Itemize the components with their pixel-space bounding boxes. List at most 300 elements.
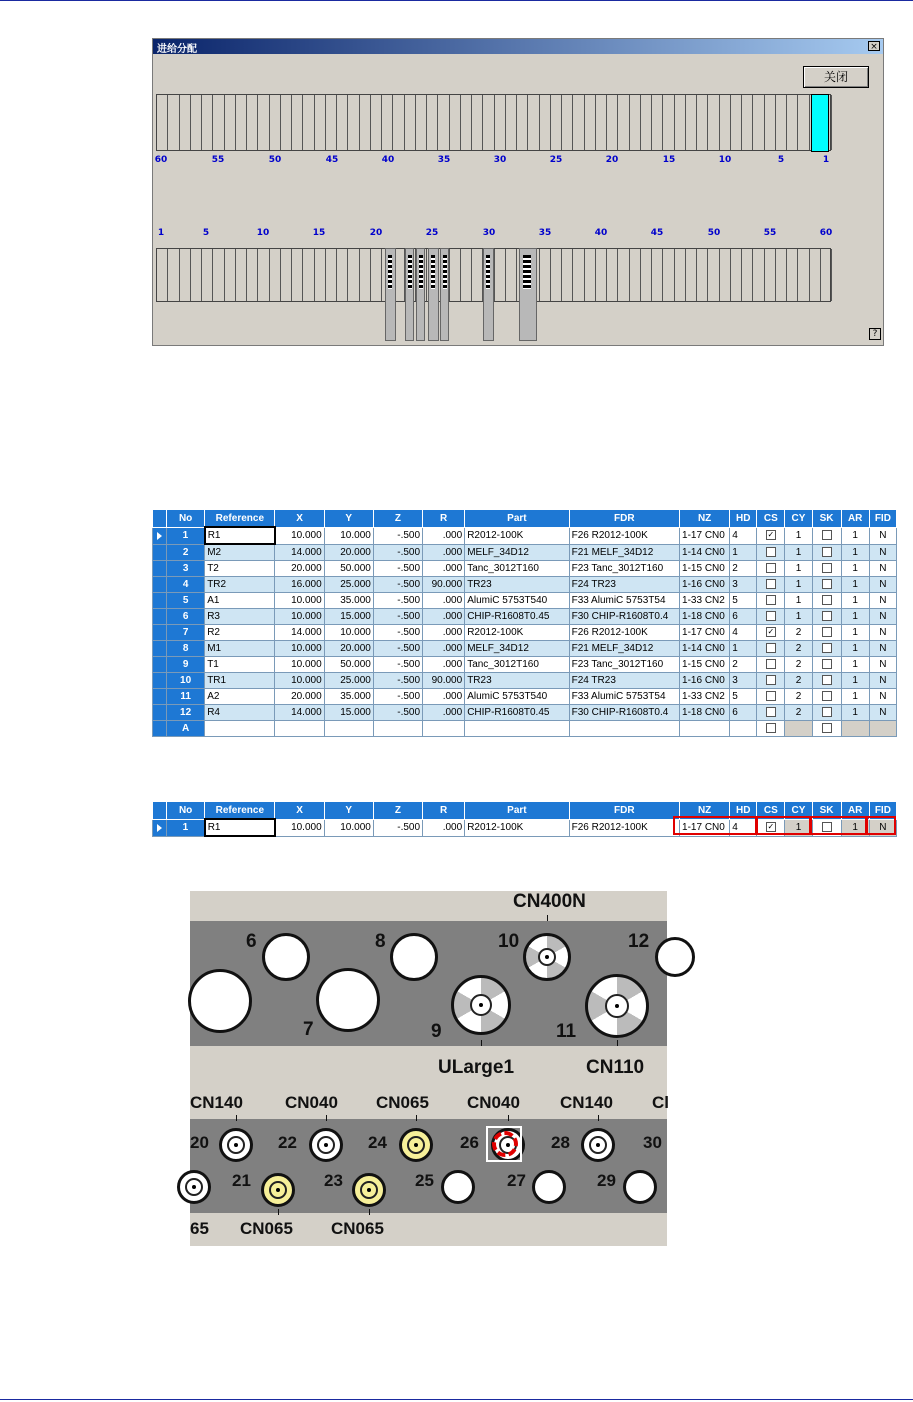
feeder-slot[interactable] bbox=[607, 95, 618, 150]
row-selector[interactable] bbox=[153, 673, 167, 689]
feeder-slot[interactable] bbox=[742, 95, 753, 150]
cs-checkbox[interactable] bbox=[766, 707, 776, 717]
feeder-slot[interactable] bbox=[753, 249, 764, 301]
cell-cy[interactable]: 1 bbox=[785, 577, 812, 593]
feeder-slot[interactable] bbox=[427, 95, 438, 150]
cs-checkbox[interactable] bbox=[766, 579, 776, 589]
sk-checkbox[interactable] bbox=[822, 595, 832, 605]
feeder-slot[interactable] bbox=[360, 95, 371, 150]
feeder-slot[interactable] bbox=[697, 95, 708, 150]
sk-checkbox[interactable] bbox=[822, 707, 832, 717]
col-header-nz[interactable]: NZ bbox=[680, 510, 730, 528]
col-header-cs[interactable]: CS bbox=[757, 802, 785, 820]
cell-z[interactable]: -.500 bbox=[373, 527, 422, 544]
table-row[interactable] bbox=[153, 561, 897, 577]
feeder-slot[interactable] bbox=[641, 95, 652, 150]
cell-y[interactable]: 25.000 bbox=[324, 673, 373, 689]
cell-fdr[interactable]: F21 MELF_34D12 bbox=[569, 641, 679, 657]
feeder-slot[interactable] bbox=[258, 249, 269, 301]
feeder-slot[interactable] bbox=[461, 249, 472, 301]
empty-cell[interactable] bbox=[869, 721, 896, 737]
col-header-fid[interactable]: FID bbox=[869, 510, 896, 528]
cell-z[interactable]: -.500 bbox=[373, 561, 422, 577]
feeder-slot[interactable] bbox=[776, 95, 787, 150]
cell-reference[interactable]: R3 bbox=[205, 609, 275, 625]
cell-cs[interactable] bbox=[757, 544, 785, 561]
cell-part[interactable]: Tanc_3012T160 bbox=[465, 657, 569, 673]
feeder-slot[interactable] bbox=[562, 95, 573, 150]
cell-cy[interactable]: 1 bbox=[785, 819, 812, 836]
col-header-part[interactable]: Part bbox=[465, 802, 569, 820]
cell-cs[interactable] bbox=[757, 657, 785, 673]
nozzle-slot-22[interactable] bbox=[309, 1128, 343, 1162]
col-header-r[interactable]: R bbox=[423, 510, 465, 528]
cell-cs[interactable] bbox=[757, 561, 785, 577]
cell-fdr[interactable]: F24 TR23 bbox=[569, 673, 679, 689]
feeder-slot[interactable] bbox=[281, 95, 292, 150]
sk-checkbox[interactable] bbox=[822, 627, 832, 637]
feeder-slot[interactable] bbox=[236, 95, 247, 150]
cell-y[interactable]: 20.000 bbox=[324, 641, 373, 657]
cell-ar[interactable]: 1 bbox=[841, 527, 869, 544]
feeder-slot[interactable] bbox=[483, 95, 494, 150]
cell-ar[interactable]: 1 bbox=[841, 544, 869, 561]
nozzle-slot-11[interactable] bbox=[585, 974, 649, 1038]
cell-z[interactable]: -.500 bbox=[373, 625, 422, 641]
feeder-slot[interactable] bbox=[495, 249, 506, 301]
cell-sk[interactable] bbox=[812, 641, 841, 657]
feeder-slot[interactable] bbox=[686, 95, 697, 150]
col-header-y[interactable]: Y bbox=[324, 510, 373, 528]
cell-r[interactable]: .000 bbox=[423, 689, 465, 705]
feeder-slot[interactable] bbox=[551, 95, 562, 150]
feeder-slot[interactable] bbox=[708, 249, 719, 301]
feeder-slot[interactable] bbox=[573, 95, 584, 150]
feeder-slot[interactable] bbox=[438, 95, 449, 150]
cell-cy[interactable]: 2 bbox=[785, 641, 812, 657]
cell-z[interactable]: -.500 bbox=[373, 641, 422, 657]
feeder-slot[interactable] bbox=[225, 95, 236, 150]
feeder-slot[interactable] bbox=[517, 95, 528, 150]
feeder-slot[interactable] bbox=[731, 95, 742, 150]
cell-x[interactable]: 16.000 bbox=[275, 577, 324, 593]
cell-x[interactable]: 14.000 bbox=[275, 705, 324, 721]
empty-checkbox-cell[interactable] bbox=[812, 721, 841, 737]
feeder-slot[interactable] bbox=[686, 249, 697, 301]
cell-cs[interactable] bbox=[757, 641, 785, 657]
cell-fid[interactable]: N bbox=[869, 705, 896, 721]
feeder-slot[interactable] bbox=[641, 249, 652, 301]
cell-sk[interactable] bbox=[812, 657, 841, 673]
feeder-slot[interactable] bbox=[798, 249, 809, 301]
feeder-slot[interactable] bbox=[731, 249, 742, 301]
new-row[interactable] bbox=[153, 721, 897, 737]
nozzle-slot-27[interactable] bbox=[532, 1170, 566, 1204]
empty-cell[interactable] bbox=[680, 721, 730, 737]
feeder-slot[interactable] bbox=[270, 249, 281, 301]
feeder-slot[interactable] bbox=[157, 249, 168, 301]
nozzle-slot-19[interactable] bbox=[177, 1170, 211, 1204]
feeder-slot[interactable] bbox=[247, 95, 258, 150]
feeder-slot[interactable] bbox=[405, 95, 416, 150]
cell-sk[interactable] bbox=[812, 705, 841, 721]
col-header-sk[interactable]: SK bbox=[812, 510, 841, 528]
cell-cs[interactable] bbox=[757, 609, 785, 625]
nozzle-slot-8[interactable] bbox=[390, 933, 438, 981]
cell-hd[interactable]: 2 bbox=[730, 657, 757, 673]
cell-fid[interactable]: N bbox=[869, 657, 896, 673]
cell-cy[interactable]: 1 bbox=[785, 593, 812, 609]
cell-part[interactable]: AlumiC 5753T540 bbox=[465, 593, 569, 609]
cell-y[interactable]: 10.000 bbox=[324, 625, 373, 641]
feeder-slot[interactable] bbox=[472, 249, 483, 301]
cell-ar[interactable]: 1 bbox=[841, 689, 869, 705]
col-header-r[interactable]: R bbox=[423, 802, 465, 820]
feeder-slot[interactable] bbox=[765, 95, 776, 150]
cell-sk[interactable] bbox=[812, 673, 841, 689]
feeder-slot[interactable] bbox=[506, 249, 517, 301]
empty-checkbox[interactable] bbox=[766, 723, 776, 733]
feeder-slot[interactable] bbox=[281, 249, 292, 301]
feeder-slot[interactable] bbox=[213, 249, 224, 301]
cell-fid[interactable]: N bbox=[869, 593, 896, 609]
table-row[interactable] bbox=[153, 705, 897, 721]
col-header-cs[interactable]: CS bbox=[757, 510, 785, 528]
sk-checkbox[interactable] bbox=[822, 611, 832, 621]
cell-cy[interactable]: 1 bbox=[785, 544, 812, 561]
row-selector[interactable] bbox=[153, 657, 167, 673]
cell-x[interactable]: 10.000 bbox=[275, 527, 324, 544]
cell-part[interactable]: AlumiC 5753T540 bbox=[465, 689, 569, 705]
cell-r[interactable]: .000 bbox=[423, 705, 465, 721]
cell-fid[interactable]: N bbox=[869, 673, 896, 689]
cell-fdr[interactable]: F26 R2012-100K bbox=[569, 625, 679, 641]
feeder-slot[interactable] bbox=[236, 249, 247, 301]
feeder-slot[interactable] bbox=[225, 249, 236, 301]
cell-hd[interactable]: 4 bbox=[730, 625, 757, 641]
cell-fdr[interactable]: F23 Tanc_3012T160 bbox=[569, 657, 679, 673]
col-header-cy[interactable]: CY bbox=[785, 802, 812, 820]
cell-fdr[interactable]: F26 R2012-100K bbox=[569, 819, 679, 836]
cell-r[interactable]: .000 bbox=[423, 819, 465, 836]
cell-sk[interactable] bbox=[812, 593, 841, 609]
cell-hd[interactable]: 3 bbox=[730, 577, 757, 593]
cell-sk[interactable] bbox=[812, 544, 841, 561]
col-header-ar[interactable]: AR bbox=[841, 510, 869, 528]
cell-fdr[interactable]: F23 Tanc_3012T160 bbox=[569, 561, 679, 577]
nozzle-slot-6[interactable] bbox=[262, 933, 310, 981]
cell-nz[interactable]: 1-17 CN0 bbox=[680, 819, 730, 836]
feeder-slot[interactable] bbox=[450, 249, 461, 301]
table-row[interactable] bbox=[153, 577, 897, 593]
cell-fid[interactable]: N bbox=[869, 819, 896, 836]
nozzle-slot-9[interactable] bbox=[451, 975, 511, 1035]
cell-reference[interactable]: A2 bbox=[205, 689, 275, 705]
feeder-slot[interactable] bbox=[585, 95, 596, 150]
col-header-cy[interactable]: CY bbox=[785, 510, 812, 528]
empty-cell[interactable] bbox=[275, 721, 324, 737]
cell-sk[interactable] bbox=[812, 527, 841, 544]
col-header-fdr[interactable]: FDR bbox=[569, 802, 679, 820]
cell-reference[interactable]: M1 bbox=[205, 641, 275, 657]
cell-cy[interactable]: 2 bbox=[785, 689, 812, 705]
cell-nz[interactable]: 1-16 CN0 bbox=[680, 673, 730, 689]
cell-fid[interactable]: N bbox=[869, 544, 896, 561]
feeder-slot[interactable] bbox=[630, 95, 641, 150]
cell-cs[interactable] bbox=[757, 577, 785, 593]
cell-nz[interactable]: 1-14 CN0 bbox=[680, 641, 730, 657]
col-header-ar[interactable]: AR bbox=[841, 802, 869, 820]
nozzle-slot-10[interactable] bbox=[523, 933, 571, 981]
cell-cs[interactable] bbox=[757, 673, 785, 689]
cell-fdr[interactable]: F21 MELF_34D12 bbox=[569, 544, 679, 561]
feeder-slot[interactable] bbox=[292, 95, 303, 150]
cell-nz[interactable]: 1-14 CN0 bbox=[680, 544, 730, 561]
col-header-no[interactable]: No bbox=[167, 510, 205, 528]
cell-y[interactable]: 35.000 bbox=[324, 593, 373, 609]
col-header-reference[interactable]: Reference bbox=[205, 802, 275, 820]
cell-reference-editing[interactable]: R1 bbox=[205, 819, 275, 836]
cell-ar[interactable]: 1 bbox=[841, 657, 869, 673]
col-header-part[interactable]: Part bbox=[465, 510, 569, 528]
col-header-z[interactable]: Z bbox=[373, 510, 422, 528]
cell-r[interactable]: .000 bbox=[423, 561, 465, 577]
nozzle-slot-28[interactable] bbox=[581, 1128, 615, 1162]
help-button[interactable]: ? bbox=[869, 328, 881, 340]
cell-sk[interactable] bbox=[812, 561, 841, 577]
cell-nz[interactable]: 1-16 CN0 bbox=[680, 577, 730, 593]
cell-reference[interactable]: R1 bbox=[205, 527, 275, 544]
cell-z[interactable]: -.500 bbox=[373, 673, 422, 689]
cell-ar[interactable]: 1 bbox=[841, 673, 869, 689]
cell-part[interactable]: R2012-100K bbox=[465, 527, 569, 544]
cell-cy[interactable]: 2 bbox=[785, 705, 812, 721]
nozzle-slot-21[interactable] bbox=[261, 1173, 295, 1207]
cell-reference[interactable]: T1 bbox=[205, 657, 275, 673]
table-row[interactable] bbox=[153, 641, 897, 657]
cs-checkbox[interactable] bbox=[766, 595, 776, 605]
feeder-slot[interactable] bbox=[663, 249, 674, 301]
feeder-slot[interactable] bbox=[810, 249, 821, 301]
cell-y[interactable]: 15.000 bbox=[324, 609, 373, 625]
cell-cy[interactable]: 2 bbox=[785, 657, 812, 673]
cell-cs[interactable] bbox=[757, 705, 785, 721]
close-button[interactable]: 关闭 bbox=[803, 66, 869, 88]
feeder-slot[interactable] bbox=[213, 95, 224, 150]
sk-checkbox[interactable] bbox=[822, 579, 832, 589]
cs-checkbox[interactable]: ✓ bbox=[767, 530, 775, 540]
feeder-slot[interactable] bbox=[663, 95, 674, 150]
feeder-slot[interactable] bbox=[315, 249, 326, 301]
feeder-slot[interactable] bbox=[348, 95, 359, 150]
table-row[interactable] bbox=[153, 625, 897, 641]
feeder-slot[interactable] bbox=[540, 249, 551, 301]
feeder-slot[interactable] bbox=[292, 249, 303, 301]
cell-fdr[interactable]: F24 TR23 bbox=[569, 577, 679, 593]
row-selector[interactable] bbox=[153, 544, 167, 561]
cell-r[interactable]: .000 bbox=[423, 544, 465, 561]
nozzle-slot-20[interactable] bbox=[219, 1128, 253, 1162]
cell-ar[interactable]: 1 bbox=[841, 609, 869, 625]
cell-hd[interactable]: 2 bbox=[730, 561, 757, 577]
cs-checkbox[interactable]: ✓ bbox=[767, 822, 775, 832]
feeder-slot[interactable] bbox=[573, 249, 584, 301]
sk-checkbox[interactable] bbox=[822, 659, 832, 669]
cs-checkbox[interactable] bbox=[766, 643, 776, 653]
feeder-slot[interactable] bbox=[652, 249, 663, 301]
row-selector[interactable] bbox=[153, 705, 167, 721]
cell-nz[interactable]: 1-33 CN2 bbox=[680, 689, 730, 705]
sk-checkbox[interactable] bbox=[822, 530, 832, 540]
table-row[interactable] bbox=[153, 689, 897, 705]
cell-y[interactable]: 50.000 bbox=[324, 561, 373, 577]
cell-cs[interactable] bbox=[757, 625, 785, 641]
cell-reference[interactable]: TR1 bbox=[205, 673, 275, 689]
installed-feeder[interactable] bbox=[428, 248, 439, 341]
feeder-slot[interactable] bbox=[630, 249, 641, 301]
cell-y[interactable]: 15.000 bbox=[324, 705, 373, 721]
cell-part[interactable]: TR23 bbox=[465, 577, 569, 593]
feeder-slot[interactable] bbox=[461, 95, 472, 150]
feeder-slot[interactable] bbox=[303, 95, 314, 150]
sk-checkbox[interactable] bbox=[822, 691, 832, 701]
table-row[interactable] bbox=[153, 657, 897, 673]
empty-cell[interactable] bbox=[465, 721, 569, 737]
feeder-slot[interactable] bbox=[270, 95, 281, 150]
row-selector[interactable] bbox=[153, 689, 167, 705]
empty-checkbox-cell[interactable] bbox=[757, 721, 785, 737]
cell-hd[interactable]: 6 bbox=[730, 705, 757, 721]
cell-r[interactable]: .000 bbox=[423, 593, 465, 609]
cell-part[interactable]: Tanc_3012T160 bbox=[465, 561, 569, 577]
cell-x[interactable]: 20.000 bbox=[275, 561, 324, 577]
cell-reference[interactable]: R2 bbox=[205, 625, 275, 641]
cell-fdr[interactable]: F26 R2012-100K bbox=[569, 527, 679, 544]
cell-nz[interactable]: 1-18 CN0 bbox=[680, 609, 730, 625]
cell-ar[interactable]: 1 bbox=[841, 705, 869, 721]
col-header-reference[interactable]: Reference bbox=[205, 510, 275, 528]
cell-sk[interactable] bbox=[812, 609, 841, 625]
feeder-slot[interactable] bbox=[697, 249, 708, 301]
table-row[interactable] bbox=[153, 673, 897, 689]
nozzle-slot-29[interactable] bbox=[623, 1170, 657, 1204]
feeder-slot[interactable] bbox=[596, 95, 607, 150]
current-row-pointer-icon[interactable] bbox=[153, 527, 167, 544]
cell-ar[interactable]: 1 bbox=[841, 577, 869, 593]
cell-fid[interactable]: N bbox=[869, 625, 896, 641]
col-header-sk[interactable]: SK bbox=[812, 802, 841, 820]
cell-x[interactable]: 10.000 bbox=[275, 609, 324, 625]
sk-checkbox[interactable] bbox=[822, 547, 832, 557]
cell-z[interactable]: -.500 bbox=[373, 544, 422, 561]
cell-reference[interactable]: M2 bbox=[205, 544, 275, 561]
feeder-slot[interactable] bbox=[393, 95, 404, 150]
cell-part[interactable]: CHIP-R1608T0.45 bbox=[465, 705, 569, 721]
cell-cy[interactable]: 1 bbox=[785, 561, 812, 577]
feeder-slot[interactable] bbox=[798, 95, 809, 150]
feeder-slot[interactable] bbox=[326, 95, 337, 150]
cell-fid[interactable]: N bbox=[869, 561, 896, 577]
col-header-hd[interactable]: HD bbox=[730, 802, 757, 820]
feeder-slot[interactable] bbox=[821, 249, 832, 301]
feeder-slot[interactable] bbox=[720, 249, 731, 301]
feeder-slot[interactable] bbox=[607, 249, 618, 301]
feeder-slot[interactable] bbox=[337, 249, 348, 301]
cell-sk[interactable] bbox=[812, 577, 841, 593]
feeder-slot[interactable] bbox=[258, 95, 269, 150]
cell-hd[interactable]: 1 bbox=[730, 641, 757, 657]
cell-hd[interactable]: 6 bbox=[730, 609, 757, 625]
feeder-slot[interactable] bbox=[360, 249, 371, 301]
cell-part[interactable]: MELF_34D12 bbox=[465, 641, 569, 657]
cell-part[interactable]: R2012-100K bbox=[465, 625, 569, 641]
cell-cs[interactable] bbox=[757, 527, 785, 544]
feeder-slot[interactable] bbox=[787, 95, 798, 150]
col-header-z[interactable]: Z bbox=[373, 802, 422, 820]
empty-cell[interactable] bbox=[730, 721, 757, 737]
sk-checkbox[interactable] bbox=[822, 643, 832, 653]
cell-fid[interactable]: N bbox=[869, 527, 896, 544]
cell-y[interactable]: 10.000 bbox=[324, 819, 373, 836]
cell-cy[interactable]: 1 bbox=[785, 609, 812, 625]
cell-sk[interactable] bbox=[812, 689, 841, 705]
cell-r[interactable]: 90.000 bbox=[423, 673, 465, 689]
feeder-slot[interactable] bbox=[776, 249, 787, 301]
feeder-slot[interactable] bbox=[585, 249, 596, 301]
nozzle-slot-25[interactable] bbox=[441, 1170, 475, 1204]
feeder-slot[interactable] bbox=[202, 95, 213, 150]
feeder-slot[interactable] bbox=[551, 249, 562, 301]
cell-ar[interactable]: 1 bbox=[841, 561, 869, 577]
sk-checkbox[interactable] bbox=[822, 675, 832, 685]
feeder-slot[interactable] bbox=[382, 95, 393, 150]
empty-cell[interactable] bbox=[324, 721, 373, 737]
cell-cy[interactable]: 2 bbox=[785, 673, 812, 689]
cell-ar[interactable]: 1 bbox=[841, 641, 869, 657]
cell-reference[interactable]: A1 bbox=[205, 593, 275, 609]
table-row[interactable] bbox=[153, 593, 897, 609]
empty-cell[interactable] bbox=[841, 721, 869, 737]
feeder-slot[interactable] bbox=[191, 95, 202, 150]
feeder-slot[interactable] bbox=[180, 249, 191, 301]
nozzle-slot-24[interactable] bbox=[399, 1128, 433, 1162]
row-selector[interactable] bbox=[153, 577, 167, 593]
cell-fid[interactable]: N bbox=[869, 577, 896, 593]
installed-feeder[interactable] bbox=[440, 248, 449, 341]
empty-cell[interactable] bbox=[569, 721, 679, 737]
row-selector[interactable] bbox=[153, 625, 167, 641]
cell-part[interactable]: R2012-100K bbox=[465, 819, 569, 836]
cs-checkbox[interactable]: ✓ bbox=[767, 627, 775, 637]
cell-r[interactable]: .000 bbox=[423, 609, 465, 625]
cell-sk[interactable] bbox=[812, 625, 841, 641]
feeder-slot[interactable] bbox=[371, 249, 382, 301]
cell-r[interactable]: .000 bbox=[423, 641, 465, 657]
cell-fid[interactable]: N bbox=[869, 689, 896, 705]
feeder-slot[interactable] bbox=[540, 95, 551, 150]
feeder-slot[interactable] bbox=[202, 249, 213, 301]
cell-cy[interactable]: 1 bbox=[785, 527, 812, 544]
cell-ar[interactable]: 1 bbox=[841, 819, 869, 836]
cs-checkbox[interactable] bbox=[766, 547, 776, 557]
col-header-nz[interactable]: NZ bbox=[680, 802, 730, 820]
cell-cs[interactable] bbox=[757, 593, 785, 609]
col-header-y[interactable]: Y bbox=[324, 802, 373, 820]
cell-cy[interactable]: 2 bbox=[785, 625, 812, 641]
feeder-slot[interactable] bbox=[315, 95, 326, 150]
cs-checkbox[interactable] bbox=[766, 563, 776, 573]
cell-r[interactable]: .000 bbox=[423, 625, 465, 641]
